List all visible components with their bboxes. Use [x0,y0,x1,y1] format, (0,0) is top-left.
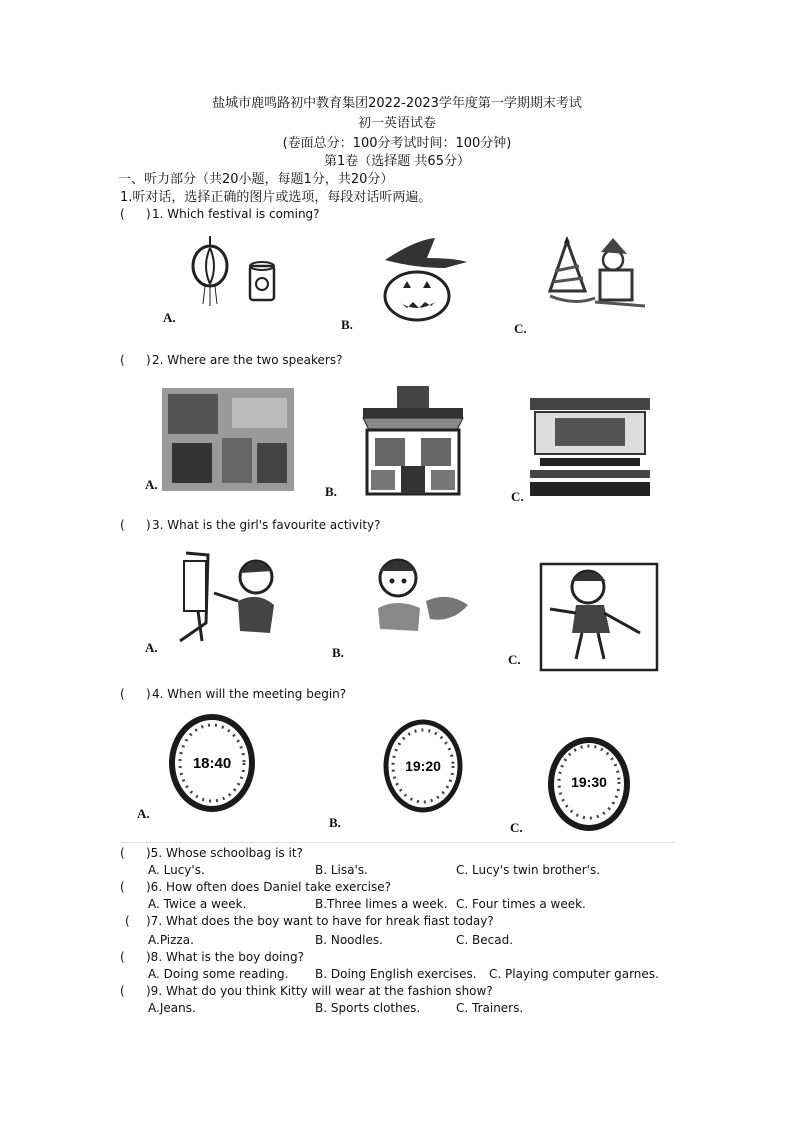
option-a: A. Doing some reading. [148,967,289,981]
clock-time-text: 18:40 [192,755,232,772]
option-a-label: A. [145,640,158,655]
option-c-label: C. [508,652,521,667]
exam-subtitle: 初一英语试卷 [357,116,436,131]
answer-paren-close: ) [146,353,151,367]
option-c: C. Playing computer garnes. [489,967,659,981]
classroom-icon [530,398,650,498]
girl-skating-icon [540,563,658,671]
clock-icon [170,715,254,811]
answer-paren-close: ) [146,207,151,221]
option-c: C. Four times a week. [456,897,586,911]
lantern-mooncake-icon [185,236,295,316]
option-b: B. Lisa's. [315,863,368,877]
option-c-label: C. [511,489,524,504]
question-text: 4. When will the meeting begin? [152,687,347,701]
option-a: A.Jeans. [148,1001,196,1015]
answer-paren-open[interactable]: ( [120,687,125,701]
option-b: B. Doing English exercises. [315,967,477,981]
option-a: A. Twice a week. [148,897,247,911]
question-text: 2. Where are the two speakers? [152,353,343,367]
girl-reading-icon [368,553,478,633]
option-b-label: B. [341,317,353,332]
question-text: )8. What is the boy doing? [146,950,304,964]
answer-paren-open[interactable]: ( [125,914,130,928]
answer-paren-open[interactable]: ( [120,846,125,860]
option-c-label: C. [510,820,523,835]
clock-time-text: 19:30 [571,774,607,790]
option-c: C. Trainers. [456,1001,524,1015]
volume-title: 第1卷（选择题 共65分） [324,154,470,169]
option-b-label: B. [332,645,344,660]
section-instruction: 1.听对话，选择正确的图片或选项，每段对话听两遍。 [120,190,432,205]
option-b: B. Noodles. [315,933,383,947]
question-text: )6. How often does Daniel take exercise? [146,880,391,894]
question-text: 1. Which festival is coming? [152,207,320,221]
option-b: B. Sports clothes. [315,1001,421,1015]
option-b-label: B. [329,815,341,830]
option-c-label: C. [514,321,527,336]
answer-paren-open[interactable]: ( [120,518,125,532]
christmas-tree-santa-icon [545,236,655,311]
option-c: C. Becad. [456,933,514,947]
divider [120,842,675,843]
shop-building-icon [357,386,469,498]
answer-paren-open[interactable]: ( [120,353,125,367]
exam-title: 盐城市鹿鸣路初中教育集团2022-2023学年度第一学期期末考试 [212,96,582,111]
answer-paren-open[interactable]: ( [120,984,125,998]
question-text: )9. What do you think Kitty will wear at the fashion show? [146,984,493,998]
option-a-label: A. [137,806,150,821]
option-b: B.Three limes a week. [315,897,448,911]
girl-painting-icon [168,553,286,643]
answer-paren-open[interactable]: ( [120,207,125,221]
clock-time-text: 19:20 [405,758,441,774]
option-a-label: A. [145,477,158,492]
clock-icon [548,737,630,831]
answer-paren-close: ) [146,687,151,701]
halloween-pumpkin-icon [375,238,470,323]
option-c: C. Lucy's twin brother's. [456,863,601,877]
answer-paren-open[interactable]: ( [120,950,125,964]
library-scene-icon [162,388,294,491]
question-text: 3. What is the girl's favourite activity? [152,518,381,532]
clock-icon [384,720,462,812]
option-a: A. Lucy's. [148,863,205,877]
question-text: )5. Whose schoolbag is it? [146,846,303,860]
answer-paren-close: ) [146,518,151,532]
exam-info: (卷面总分：100分考试时间：100分钟) [282,136,512,151]
section-title: 一、听力部分（共20小题，每题1分，共20分） [118,172,394,187]
option-a-label: A. [163,310,176,325]
option-b-label: B. [325,484,337,499]
question-text: )7. What does the boy want to have for hreak fiast today? [146,914,494,928]
answer-paren-open[interactable]: ( [120,880,125,894]
option-a: A.Pizza. [148,933,194,947]
